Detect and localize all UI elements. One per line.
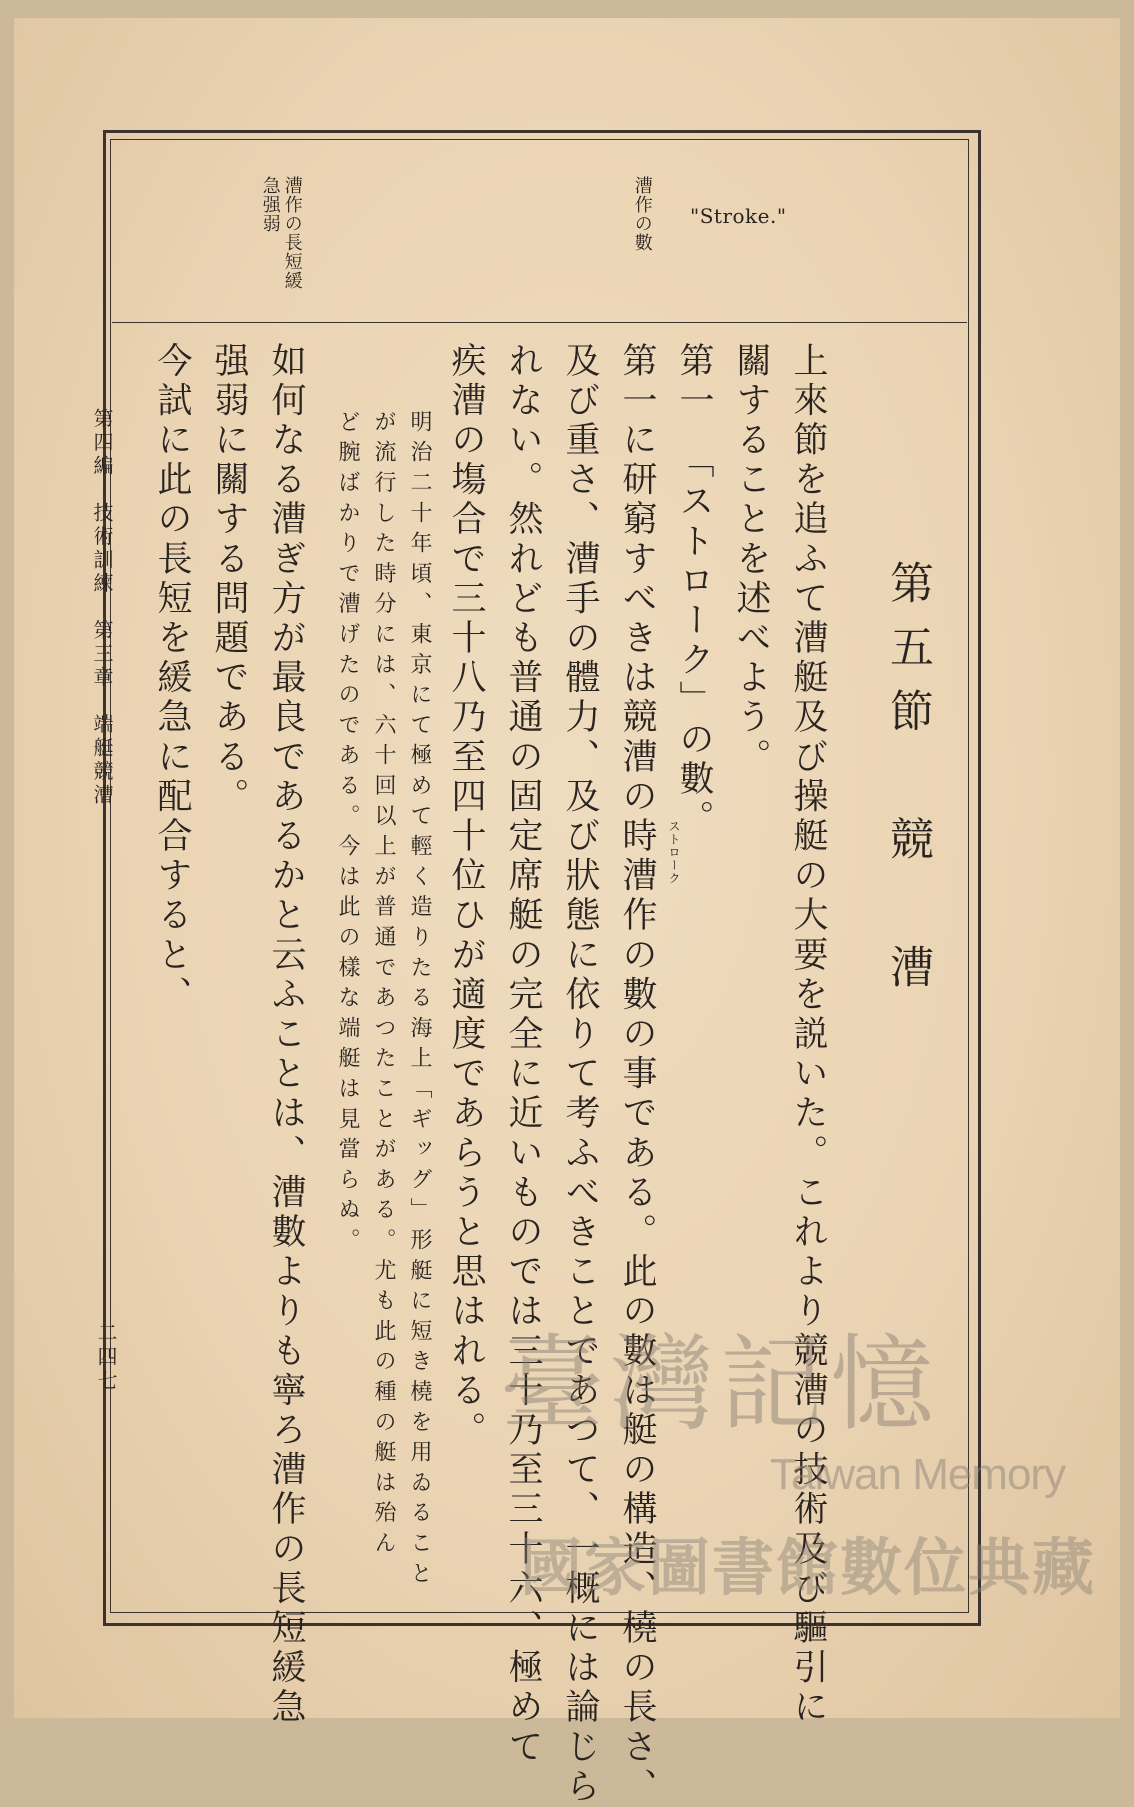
note-column: が流行した時分には、六十回以上が普通であつたことがある。尤も此の種の艇は殆ん <box>371 410 396 1562</box>
note-column: 明治二十年頃、東京にて極めて輕く造りたる海上「ギッグ」形艇に短き橈を用ゐること <box>407 410 432 1592</box>
section-heading: 第五節 競 漕 <box>882 560 933 1008</box>
header-rule <box>112 322 967 323</box>
body-column: 如何なる漕ぎ方が最良であるかと云ふことは、漕數よりも寧ろ漕作の長短緩急 <box>266 342 306 1728</box>
body-column: 關することを述べよう。 <box>731 342 771 778</box>
margin-note-stroke-quality-2: 急强弱 <box>259 176 281 233</box>
margin-note-stroke-english: "Stroke." <box>690 204 787 228</box>
running-head: 第四編 技術訓練 第三章 端艇競漕 <box>90 408 114 808</box>
body-column: 上來節を追ふて漕艇及び操艇の大要を説いた。これより競漕の技術及び驅引に <box>788 342 828 1728</box>
note-column: ど腕ばかりで漕げたのである。今は此の樣な端艇は見當らぬ。 <box>335 410 360 1259</box>
body-column: 第一 「ストローク」の數。 <box>674 342 714 840</box>
ruby-annotation: ストローク <box>667 820 681 885</box>
body-column: 疾漕の塲合で三十八乃至四十位ひが適度であらうと思はれる。 <box>446 342 486 1451</box>
margin-note-stroke-quality-1: 漕作の長短緩 <box>281 176 303 290</box>
body-column: 及び重さ、漕手の體力、及び狀態に依りて考ふべきことであつて、一概には論じら <box>560 342 600 1807</box>
body-column: 第一に研窮すべきは競漕の時漕作の數の事である。此の數は艇の構造、橈の長さ、 <box>617 342 657 1807</box>
body-column: れない。然れども普通の固定席艇の完全に近いものでは三十乃至三十六、極めて <box>503 342 543 1768</box>
margin-note-stroke-count: 漕作の數 <box>631 176 653 252</box>
page-number: 二四七 <box>94 1322 118 1394</box>
body-column: 今試に此の長短を緩急に配合すると、 <box>152 342 192 1016</box>
watermark-script-logo: 臺灣記憶 <box>500 1323 941 1445</box>
body-column: 强弱に關する問題である。 <box>209 342 249 818</box>
library-watermark <box>500 1300 1097 1610</box>
watermark-chinese: 國家圖書館數位典藏 <box>520 1531 1097 1604</box>
watermark-english: Taiwan Memory <box>770 1450 1066 1499</box>
